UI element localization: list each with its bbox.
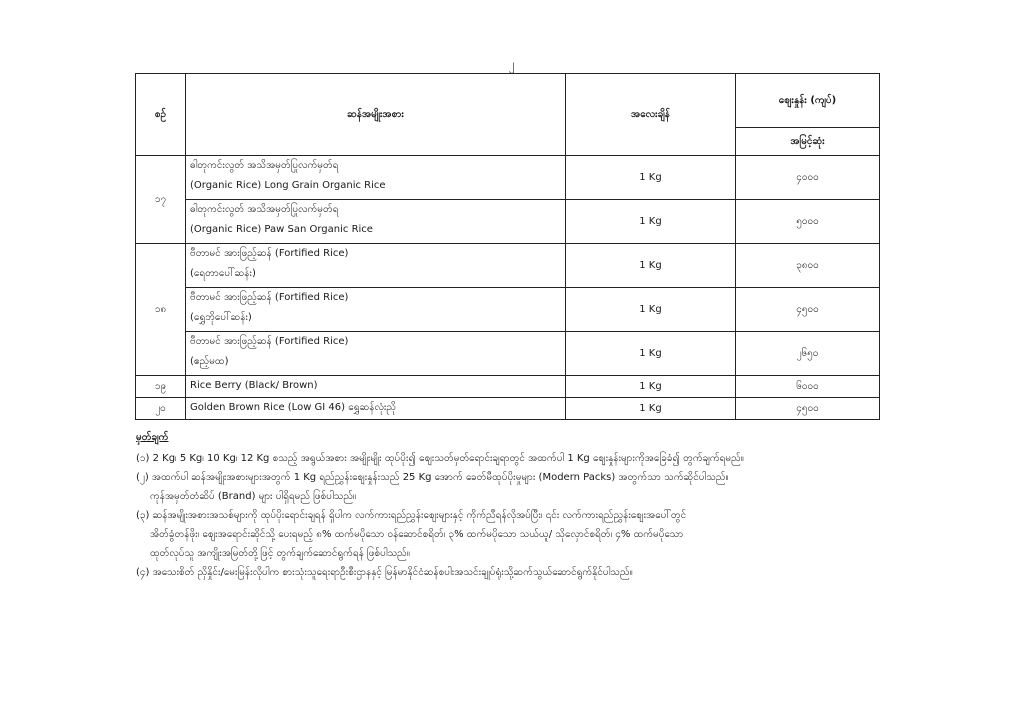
weight-cell: 1 Kg	[566, 398, 736, 420]
price-cell: ၄၀၀၀	[736, 156, 880, 200]
header-serial: စဉ်	[136, 74, 186, 156]
table-row	[136, 156, 880, 200]
rice-type-line: (Organic Rice) Paw San Organic Rice	[190, 224, 373, 235]
header-price-group: စျေးနှုန်း (ကျပ်)	[736, 74, 880, 128]
note-line: (၄) အသေးစိတ် ညှိနှိုင်း/မေးမြန်းလိုပါက စားသုံးသူရေးရာဦးစီးဌာနနှင့် မြန်မာနိုင်ငံဆန်စပါးအသင်းချုပ်ရုံးသို့ဆက်သွယ်ဆောင်ရွက်နိုင်ပါသည်။	[136, 567, 633, 578]
rice-type-line: (ရွှေဘိုပေါ်ဆန်း)	[190, 312, 252, 323]
rice-type-line: ဗီတာမင် အားဖြည့်ဆန် (Fortified Rice)	[190, 248, 349, 259]
note-line: (၁) 2 Kg၊ 5 Kg၊ 10 Kg၊ 12 Kg စသည့် အရွယ်အစား အမျိုးမျိုး ထုပ်ပိုး၍ စျေးသတ်မှတ်ရောင်းချရာတွင် အထက်ပါ 1 Kg စျေးနှုန်းများကိုအခြေခံ၍ တွက်ချက်ရမည်။	[136, 453, 744, 464]
note-line: (၂) အထက်ပါ ဆန်အမျိုးအစားများအတွက် 1 Kg ရည်ညွှန်းစျေးနှုန်းသည် 25 Kg အောက် ခေတ်မီထုပ်ပိုးမှုများ (Modern Packs) အတွက်သာ သက်ဆိုင်ပါသည်။	[136, 472, 729, 483]
weight-cell: 1 Kg	[566, 376, 736, 398]
price-cell: ၄၅၀၀	[736, 398, 880, 420]
rice-type-cell	[186, 288, 566, 332]
rice-type-line: (ရေတာပေါ်ဆန်း)	[190, 268, 256, 279]
note-line: အိတ်ခွံတန်ဖိုး၊ စျေးအရောင်းဆိုင်သို့ ပေးရမည့် ၈% ထက်မပိုသော ဝန်ဆောင်စရိတ်၊ ၃% ထက်မပိုသော သယ်ယူ/ သိုလှောင်စရိတ်၊ ၄% ထက်မပိုသော	[150, 529, 684, 540]
rice-type-line: Rice Berry (Black/ Brown)	[190, 380, 318, 391]
table-body	[136, 156, 880, 420]
price-cell: ၂၆၅၀	[736, 332, 880, 376]
weight-cell: 1 Kg	[566, 244, 736, 288]
rice-type-line: Golden Brown Rice (Low GI 46) ရွှေဆန်လုံးညို	[190, 402, 397, 413]
rice-type-line: (ဧည့်မထ)	[190, 356, 229, 367]
rice-type-line: ဓါတုကင်းလွတ် အသိအမှတ်ပြုလက်မှတ်ရ	[190, 160, 339, 171]
rice-type-line: ဗီတာမင် အားဖြည့်ဆန် (Fortified Rice)	[190, 336, 349, 347]
price-cell: ၅၀၀၀	[736, 200, 880, 244]
rice-type-line: ဓါတုကင်းလွတ် အသိအမှတ်ပြုလက်မှတ်ရ	[190, 204, 339, 215]
rice-type-line: ဗီတာမင် အားဖြည့်ဆန် (Fortified Rice)	[190, 292, 349, 303]
price-cell: ၄၅၀၀	[736, 288, 880, 332]
table-row	[136, 244, 880, 288]
weight-cell: 1 Kg	[566, 332, 736, 376]
header-price-max: အမြင့်ဆုံး	[736, 128, 880, 156]
note-line: (၃) ဆန်အမျိုးအစားအသစ်များကို ထုပ်ပိုးရောင်းချရန် ရှိပါက လက်ကားရည်ညွှန်းစျေးများနှင့် ကိုက်ညီရန်လိုအပ်ပြီး၊ ၎င်း လက်ကားရည်ညွှန်းစျေးအပေါ်တွင်	[136, 510, 687, 521]
rice-type-cell	[186, 398, 566, 420]
notes-section	[136, 430, 886, 582]
rice-type-cell	[186, 376, 566, 398]
header-item: ဆန်အမျိုးအစား	[186, 74, 566, 156]
table-row	[136, 288, 880, 332]
note-line: ထုတ်လုပ်သူ အကျိုးအမြတ်တို့ဖြင့် တွက်ချက်ဆောင်ရွက်ရန် ဖြစ်ပါသည်။	[150, 548, 410, 559]
header-weight: အလေးချိန်	[566, 74, 736, 156]
table-row	[136, 398, 880, 420]
serial-number: ၁၈	[136, 244, 186, 376]
table-row	[136, 200, 880, 244]
serial-number: ၁၇	[136, 156, 186, 244]
table-row	[136, 376, 880, 398]
page-number: ၂	[509, 57, 515, 71]
notes-title: မှတ်ချက်	[136, 432, 169, 443]
price-table	[135, 73, 880, 420]
price-cell: ၆၀၀၀	[736, 376, 880, 398]
rice-type-cell	[186, 244, 566, 288]
serial-number: ၂၀	[136, 398, 186, 420]
weight-cell: 1 Kg	[566, 288, 736, 332]
rice-type-line: (Organic Rice) Long Grain Organic Rice	[190, 180, 386, 191]
serial-number: ၁၉	[136, 376, 186, 398]
notes-list	[136, 449, 886, 582]
price-cell: ၃၈၀၀	[736, 244, 880, 288]
weight-cell: 1 Kg	[566, 156, 736, 200]
rice-type-cell	[186, 200, 566, 244]
rice-type-cell	[186, 156, 566, 200]
table-row	[136, 332, 880, 376]
note-line: ကုန်အမှတ်တံဆိပ် (Brand) များ ပါရှိရမည် ဖြစ်ပါသည်။	[150, 491, 357, 502]
weight-cell: 1 Kg	[566, 200, 736, 244]
rice-type-cell	[186, 332, 566, 376]
